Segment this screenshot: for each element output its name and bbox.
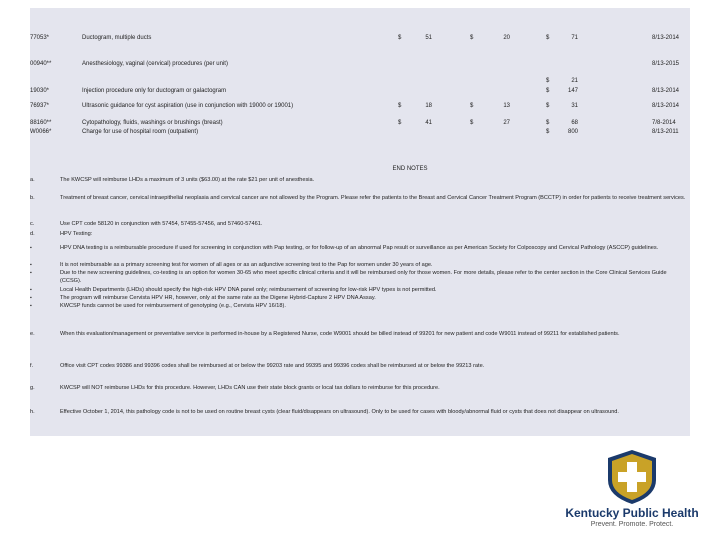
bullet-icon: ▪ xyxy=(30,303,32,309)
fee-value-1: 18 xyxy=(425,103,432,109)
bullet-text: The program will reimburse Cervista HPV HR, however, only at the same rate as the Digene Hybrid-Capture 2 HPV DNA Assay. xyxy=(60,295,376,301)
cpt-code: 19030* xyxy=(30,88,50,94)
note-letter: f. xyxy=(30,363,34,369)
logo-tagline: Prevent. Promote. Protect. xyxy=(590,521,674,528)
effective-date: 8/13-2015 xyxy=(652,61,680,67)
note-letter: c. xyxy=(30,221,35,227)
fee-value-total: 800 xyxy=(567,129,578,135)
cpt-code: W0066* xyxy=(30,129,52,135)
bullet-icon: ▪ xyxy=(30,287,32,293)
effective-date: 8/13-2014 xyxy=(652,35,680,41)
note-text: Office visit CPT codes 99386 and 99396 codes shall be reimbursed at or below the 99203 rate and 99395 and 99396 codes shall be reimbursed at or below the 99213 rate. xyxy=(60,363,485,369)
bullet-text: KWCSP funds cannot be used for reimbursement of genotyping (e.g., Cervista HPV 16/18). xyxy=(60,303,286,309)
fee-value-2: 20 xyxy=(503,35,510,41)
shield-cross-icon xyxy=(552,448,712,506)
fee-value-2: 13 xyxy=(503,103,510,109)
note-letter: e. xyxy=(30,331,35,337)
fee-value-total: 21 xyxy=(571,78,578,84)
code-description: Cytopathology, fluids, washings or brushings (breast) xyxy=(82,120,223,126)
code-description: Ultrasonic guidance for cyst aspiration (use in conjunction with 19000 or 19001) xyxy=(82,103,294,109)
bullet-text: Due to the new screening guidelines, co-testing is an option for women 30-65 who meet specific clinical criteria and it will be reimbursed only for those women. For more details, please refer to the center section in the Core Clinical Services Guide (CCSG). xyxy=(60,270,667,284)
code-description: Ductogram, multiple ducts xyxy=(82,35,152,41)
bullet-icon: ▪ xyxy=(30,262,32,268)
bullet-icon: ▪ xyxy=(30,270,32,276)
note-letter: a. xyxy=(30,177,35,183)
note-text: The KWCSP will reimburse LHDs a maximum of 3 units ($63.00) at the rate $21 per unit of anesthesia. xyxy=(60,177,315,183)
fee-value-total: 71 xyxy=(571,35,578,41)
effective-date: 8/13-2014 xyxy=(652,103,680,109)
fee-value-total: 147 xyxy=(567,88,578,94)
effective-date: 8/13-2014 xyxy=(652,88,680,94)
note-letter: g. xyxy=(30,385,35,391)
effective-date: 7/8-2014 xyxy=(652,120,676,126)
bullet-icon: ▪ xyxy=(30,295,32,301)
end-notes-title: END NOTES xyxy=(392,166,428,172)
note-text: HPV Testing: xyxy=(60,231,93,237)
cpt-code: 00940** xyxy=(30,61,52,67)
note-text: Treatment of breast cancer, cervical intraepithelial neoplasia and cervical cancer are not allowed by the Program. Please refer the patients to the Breast and Cervical Cancer Treatment Program (BCCTP) in order for patients to receive treatment services. xyxy=(60,195,686,201)
bullet-text: It is not reimbursable as a primary screening test for women of all ages or as an adjunctive screening test to the Pap for women under 30 years of age. xyxy=(60,262,433,268)
fee-value-total: 31 xyxy=(571,103,578,109)
bullet-text: HPV DNA testing is a reimbursable procedure if used for screening in conjunction with Pap testing, or for follow-up of an abnormal Pap result or surveillance as per American Society for Colposcopy and Cervical Pathology (ASCCP) guidelines. xyxy=(60,245,659,251)
document-sheet: 77053* Ductogram, multiple ducts $ 51 $ 20 $ 71 8/13-2014 00940** Anesthesiology, vaginal (cervical) procedures (per unit) 8/13-2015 $ 21 19030* Injection procedure only for ductogram or galactogram $ 147 8/13-2014 76937* Ultrasonic guidance for cyst aspiration (use in conjunction with 19000 or 19001) $ 18 $ 13 $ 31 8/13-2014 88160** Cytopathology, fluids, washings or brushings (breast) $ 41 $ 27 $ 68 7/8-2014 W0066* Charge for use of hospital room (outpatient) $ 800 8/13-2011 END NOTES a. The KWCSP will reimburse LHDs a maximum of 3 units ($63.00) at the rate $21 per unit of anesthesia. b. Treatment of breast cancer, cervical intraepithelial neoplasia and cervical cancer are not allowed by the Program. Please refer the patients to the Breast and Cervical Cancer Treatment Program (BCCTP) in order for patients to receive treatment services. c. Use CPT code 58120 in conjunction with 57454, 57455-57456, and 57460-57461. d. HPV Testing: ▪ HPV DNA testing is a reimbursable procedure if used for screening in conjunction with Pap testing, or for follow-up of an abnormal Pap result or surveillance as per American Society for Colposcopy and Cervical Pathology (ASCCP) guidelines. ▪ It is not reimbursable as a primary screening test for women of all ages or as an adjunctive screening test to the Pap for women under 30 years of age. ▪ Due to the new screening guidelines, co-testing is an option for women 30-65 who meet specific clinical criteria and it will be reimbursed only for those women. For more details, please refer to the center section in the Core Clinical Services Guide (CCSG). ▪ Local Health Departments (LHDs) should specify the high-risk HPV DNA panel only; reimbursement of screening for low-risk HPV types is not permitted. ▪ The program will reimburse Cervista HPV HR, however, only at the same rate as the Digene Hybrid-Capture 2 HPV DNA Assay. ▪ KWCSP funds cannot be used for reimbursement of genotyping (e.g., Cervista HPV 16/18). e. When this evaluation/management or preventative service is performed in-house by a Registered Nurse, code W9001 should be billed instead of 99201 for new patient and code W9011 instead of 99211 for established patients. f. Office visit CPT codes 99386 and 99396 codes shall be reimbursed at or below the 99203 rate and 99395 and 99396 codes shall be reimbursed at or below the 99213 rate. g. KWCSP will NOT reimburse LHDs for this procedure. However, LHDs CAN use their state block grants or local tax dollars to reimburse for this procedure. h. Effective October 1, 2014, this pathology code is not to be used on routine breast cysts (clear fluid/disappears on ultrasound). Only to be used for cases with bloody/abnormal fluid or cysts that does not disappear on ultrasound. xyxy=(30,8,690,436)
effective-date: 8/13-2011 xyxy=(652,129,679,135)
bullet-icon: ▪ xyxy=(30,245,32,251)
fee-value-1: 41 xyxy=(425,120,432,126)
note-text: KWCSP will NOT reimburse LHDs for this procedure. However, LHDs CAN use their state block grants or local tax dollars to reimburse for this procedure. xyxy=(60,385,440,391)
note-letter: h. xyxy=(30,409,35,415)
note-text: Effective October 1, 2014, this pathology code is not to be used on routine breast cysts (clear fluid/disappears on ultrasound). Only to be used for cases with bloody/abnormal fluid or cysts that does not disappear on ultrasound. xyxy=(60,409,619,415)
code-description: Injection procedure only for ductogram or galactogram xyxy=(82,88,227,94)
bullet-text: Local Health Departments (LHDs) should specify the high-risk HPV DNA panel only; reimbursement of screening for low-risk HPV types is not permitted. xyxy=(60,287,437,293)
note-text: When this evaluation/management or preventative service is performed in-house by a Registered Nurse, code W9001 should be billed instead of 99201 for new patient and code W9011 instead of 99211 for established patients. xyxy=(60,331,620,337)
kentucky-public-health-logo xyxy=(552,448,712,532)
fee-value-2: 27 xyxy=(503,120,510,126)
note-text: Use CPT code 58120 in conjunction with 57454, 57455-57456, and 57460-57461. xyxy=(60,221,263,227)
note-letter: b. xyxy=(30,195,35,201)
code-description: Charge for use of hospital room (outpatient) xyxy=(82,129,199,135)
cpt-code: 77053* xyxy=(30,35,50,41)
code-description: Anesthesiology, vaginal (cervical) procedures (per unit) xyxy=(82,61,228,67)
fee-value-1: 51 xyxy=(425,35,432,41)
cpt-code: 76937* xyxy=(30,103,50,109)
fee-value-total: 68 xyxy=(571,120,578,126)
logo-name: Kentucky Public Health xyxy=(565,506,699,520)
cpt-code: 88160** xyxy=(30,120,52,126)
note-letter: d. xyxy=(30,231,35,237)
